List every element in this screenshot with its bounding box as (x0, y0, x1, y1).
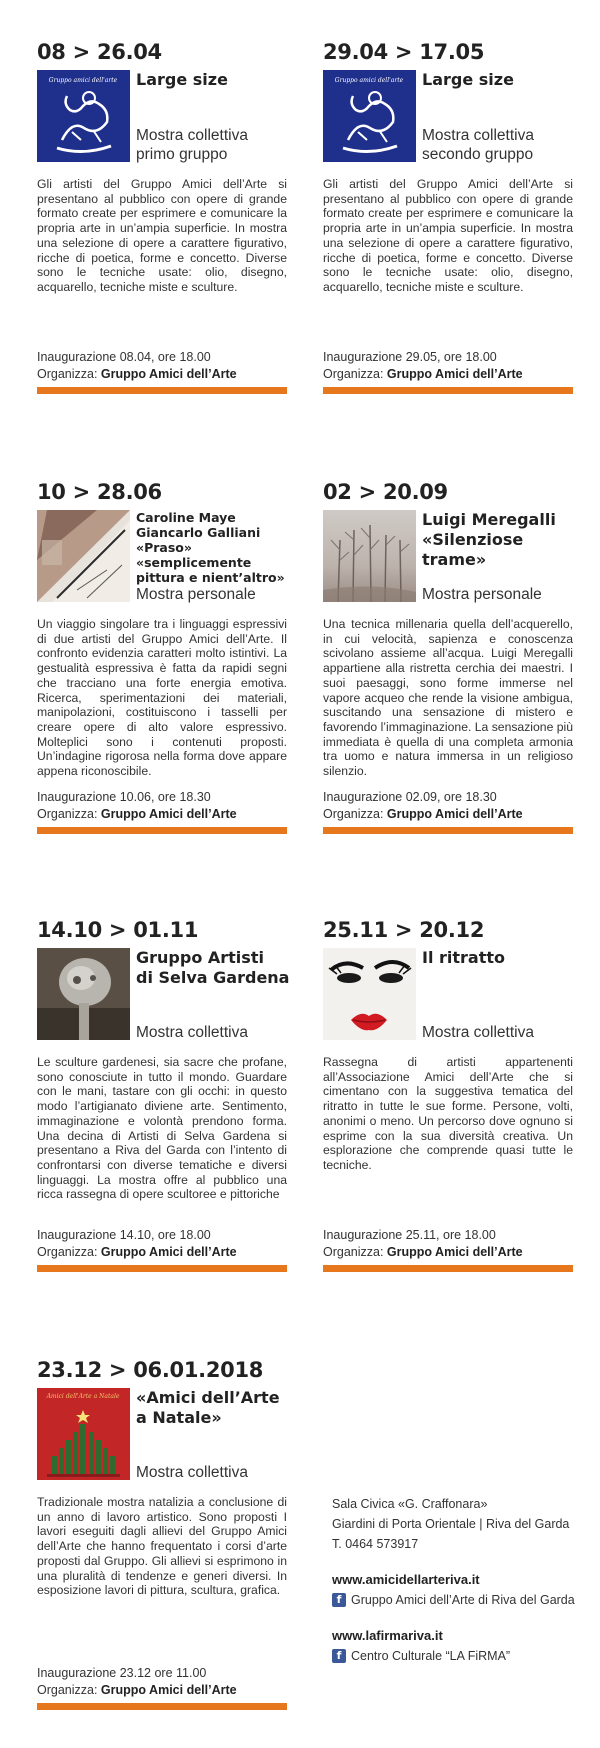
logo-lettering: Gruppo amici dell'arte (334, 77, 404, 84)
event-5 (37, 916, 290, 1272)
event-title: Caroline Maye Giancarlo Galliani «Praso» «semplicemente pittura e nient’altro» (136, 510, 285, 585)
event-description: Gli artisti del Gruppo Amici dell’Arte si presentano al pubblico con opere di grande formato create per esprimere e comunicare la propria arte in un’ampia superficie. In mostra una selezione di opere a carattere figurativo, ricche di poetica, forme e concetto. Diverse sono le tecniche usate: olio, disegno, acquarello, tecniche miste e sculture. (37, 177, 287, 294)
event-inauguration: Inaugurazione 25.11, ore 18.00 (323, 1228, 496, 1242)
event-date: 08 > 26.04 (37, 40, 162, 64)
event-subtitle: Mostra personale (422, 586, 542, 603)
christmas-tree-image (37, 1388, 130, 1480)
event-1 (37, 38, 287, 394)
event-inauguration: Inaugurazione 08.04, ore 18.00 (37, 350, 211, 364)
event-inauguration: Inaugurazione 23.12 ore 11.00 (37, 1666, 207, 1680)
event-description: Un viaggio singolare tra i linguaggi espressivi di due artisti del Gruppo Amici dell’Arte. Il confronto evidenzia caratteri molto istintivi. La gestualità espressiva è fatta da rapidi segni che tracciano una forte energia emotiva. Ricerca, sperimentazioni dei materiali, manipolazioni, costituiscono i tasselli per creare opere di alto valore espressivo. Molteplici sono i contenuti proposti. Un’indagine rigorosa nella forma dove appare appena riconoscibile. (37, 617, 287, 779)
event-7 (37, 1356, 287, 1710)
event-inauguration: Inaugurazione 02.09, ore 18.30 (323, 790, 497, 804)
website-link-1[interactable]: www.amicidellarteriva.it (332, 1572, 480, 1587)
event-title: Il ritratto (422, 948, 506, 967)
accent-bar (323, 827, 573, 834)
logo-lettering: Gruppo amici dell'arte (48, 77, 118, 84)
event-organizer: Organizza: Gruppo Amici dell’Arte (37, 807, 237, 821)
event-subtitle: Mostra collettiva primo gruppo (136, 127, 248, 163)
event-inauguration: Inaugurazione 29.05, ore 18.00 (323, 350, 497, 364)
event-date: 02 > 20.09 (323, 480, 448, 504)
event-date: 10 > 28.06 (37, 480, 162, 504)
event-subtitle: Mostra collettiva (422, 1024, 534, 1041)
image-lettering: Amici dell'Arte a Natale (46, 1393, 120, 1400)
venue-address: Giardini di Porta Orientale | Riva del Garda (332, 1517, 570, 1531)
accent-bar (323, 387, 573, 394)
event-subtitle: Mostra collettiva secondo gruppo (422, 127, 534, 163)
accent-bar (37, 827, 287, 834)
event-4 (323, 478, 573, 834)
event-date: 23.12 > 06.01.2018 (37, 1358, 264, 1382)
event-subtitle: Mostra collettiva (136, 1464, 248, 1481)
sculpture-image (37, 948, 130, 1040)
venue-phone: T. 0464 573917 (332, 1537, 419, 1551)
event-organizer: Organizza: Gruppo Amici dell’Arte (323, 367, 523, 381)
accent-bar (37, 1265, 287, 1272)
amici-logo-image (37, 70, 130, 162)
event-description: Le sculture gardenesi, sia sacre che profane, sono conosciute in tutto il mondo. Guardare con le mani, tastare con gli occhi: in questo modo l’artigianato diviene arte. Sentimento, immaginazione e volontà prendono forma. Una decina di Artisti di Selva Gardena si presentano a Riva del Garda con l’intento di confrontarsi con diverse tematiche e diversi linguaggi. La mostra offre al pubblico una ricca rassegna di opere scultoree e pittoriche (37, 1055, 287, 1202)
event-description: Tradizionale mostra natalizia a conclusione di un anno di lavoro artistico. Sono proposti I lavori eseguiti dagli allievi del Gruppo Amici dell’Arte che hanno frequentato i corsi d’arte proposti dal Gruppo. Gli allievi si esprimono in una pluralità di tendenze e generi diversi. In esposizione lavori di pittura, scultura, grafica. (37, 1495, 287, 1598)
event-date: 29.04 > 17.05 (323, 40, 485, 64)
event-title: Large size (136, 70, 228, 89)
venue-info (332, 1494, 592, 1666)
event-description: Gli artisti del Gruppo Amici dell’Arte si presentano al pubblico con opere di grande formato create per esprimere e comunicare la propria arte in un’ampia superficie. In mostra una selezione di opere a carattere figurativo, ricche di poetica, forme e concetto. Diverse sono le tecniche usate: olio, disegno, acquarello, tecniche miste e sculture. (323, 177, 573, 294)
event-organizer: Organizza: Gruppo Amici dell’Arte (37, 367, 237, 381)
facebook-label: Centro Culturale “LA FiRMA” (351, 1649, 511, 1663)
portrait-image (323, 948, 416, 1040)
artwork-abstract-image (37, 510, 130, 602)
event-title: Large size (422, 70, 514, 89)
event-date: 14.10 > 01.11 (37, 918, 199, 942)
event-subtitle: Mostra collettiva (136, 1024, 248, 1041)
event-title: Gruppo Artisti di Selva Gardena (136, 948, 290, 987)
accent-bar (37, 1703, 287, 1710)
accent-bar (37, 387, 287, 394)
event-description: Rassegna di artisti appartenenti all’Associazione Amici dell’Arte che si cimentano con la suggestiva tematica del ritratto in tutte le sue forme. Persone, volti, anonimi o meno. Un percorso dove ognuno si esprime con la sua diversità creativa. Un esplorazione che comprende quasi tutte le tecniche. (323, 1055, 573, 1172)
event-date: 25.11 > 20.12 (323, 918, 485, 942)
event-subtitle: Mostra personale (136, 586, 256, 603)
facebook-icon: f (332, 1649, 346, 1663)
event-organizer: Organizza: Gruppo Amici dell’Arte (323, 807, 523, 821)
facebook-link-2[interactable] (332, 1646, 592, 1666)
event-2 (323, 38, 573, 394)
event-inauguration: Inaugurazione 14.10, ore 18.00 (37, 1228, 211, 1242)
event-6 (323, 916, 573, 1272)
event-organizer: Organizza: Gruppo Amici dell’Arte (323, 1245, 523, 1259)
watercolor-landscape-image (323, 510, 416, 602)
event-title: Luigi Meregalli «Silenziose trame» (422, 510, 556, 569)
facebook-label: Gruppo Amici dell’Arte di Riva del Garda (351, 1593, 575, 1607)
event-description: Una tecnica millenaria quella dell’acquerello, in cui velocità, sapienza e conoscenza scivolano assieme all’acqua. Luigi Meregalli appartiene alla ristretta cerchia dei maestri. I suoi paesaggi, sono forme immerse nel vapore acqueo che rende la visione ambigua, suscitando una sensazione di mistero e favorendo l’immaginazione. La sensazione più immediata è quella di una completa armonia tra uomo e natura immersa in un religioso silenzio. (323, 617, 573, 779)
facebook-link-1[interactable] (332, 1590, 592, 1610)
accent-bar (323, 1265, 573, 1272)
event-3 (37, 478, 287, 834)
venue-name: Sala Civica «G. Craffonara» (332, 1497, 488, 1511)
website-link-2[interactable]: www.lafirmariva.it (332, 1628, 443, 1643)
event-organizer: Organizza: Gruppo Amici dell’Arte (37, 1245, 237, 1259)
event-title: «Amici dell’Arte a Natale» (136, 1388, 280, 1427)
event-inauguration: Inaugurazione 10.06, ore 18.30 (37, 790, 211, 804)
event-organizer: Organizza: Gruppo Amici dell’Arte (37, 1683, 237, 1697)
amici-logo-image (323, 70, 416, 162)
facebook-icon: f (332, 1593, 346, 1607)
